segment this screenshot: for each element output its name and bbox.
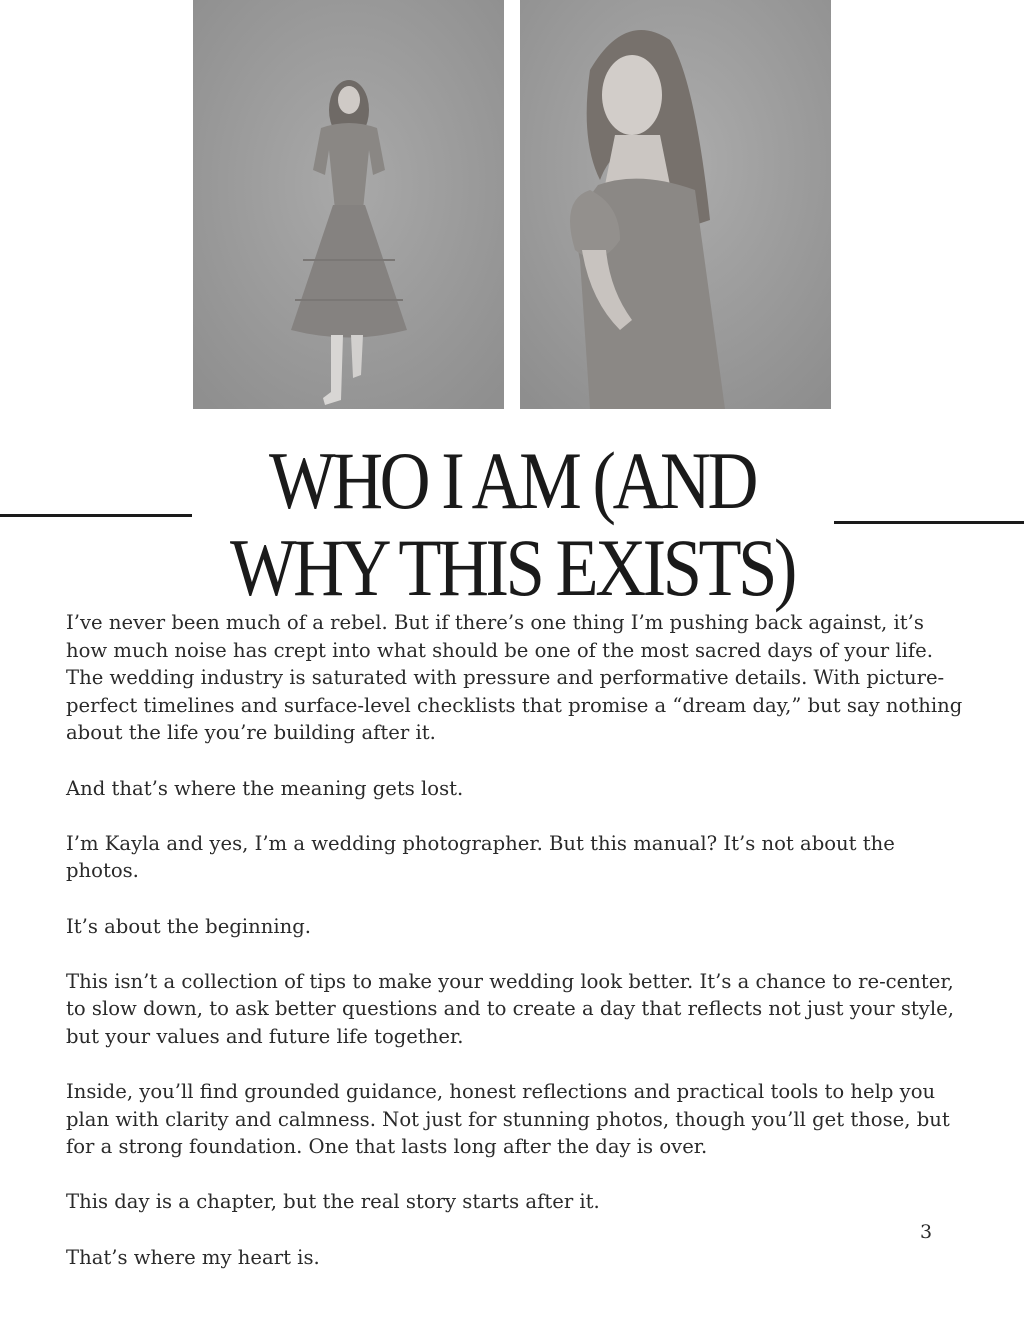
portrait-photo-left <box>193 0 504 409</box>
paragraph-1: I’ve never been much of a rebel. But if there’s one thing I’m pushing back against, it’s how much noise has crept into what should be one of the most sacred days of your life. <box>66 611 933 662</box>
portrait-full-length-icon <box>193 0 504 409</box>
page-title-line-2: WHY THIS EXISTS) <box>230 522 794 613</box>
portrait-photo-right <box>520 0 831 409</box>
portrait-over-shoulder-icon <box>520 0 831 409</box>
paragraph-4: I’m Kayla and yes, I’m a wedding photographer. But this manual? It’s not about the photos. <box>66 831 895 883</box>
paragraph-3: And that’s where the meaning gets lost. <box>66 776 464 800</box>
paragraph-7: Inside, you’ll find grounded guidance, honest reflections and practical tools to help you plan with clarity and calmness. Not just for stunning photos, though you’ll get those, but for a strong foundation. One that lasts long after the day is over. <box>66 1080 950 1159</box>
paragraph-6: This isn’t a collection of tips to make your wedding look better. It’s a chance to re-center, to slow down, to ask better questions and to create a day that reflects not just your style, but your values and future life together. <box>66 969 954 1048</box>
page-number: 3 <box>920 1221 933 1243</box>
page-title-line-1: WHO I AM (AND <box>268 435 756 526</box>
paragraph-5: It’s about the beginning. <box>66 914 312 938</box>
body-text <box>66 609 966 1271</box>
paragraph-8: This day is a chapter, but the real story starts after it. <box>66 1190 600 1214</box>
paragraph-9: That’s where my heart is. <box>66 1245 320 1269</box>
paragraph-2: The wedding industry is saturated with pressure and performative details. With picture-perfect timelines and surface-level checklists that promise a “dream day,” but say nothing about the life you’re building after it. <box>66 666 963 745</box>
